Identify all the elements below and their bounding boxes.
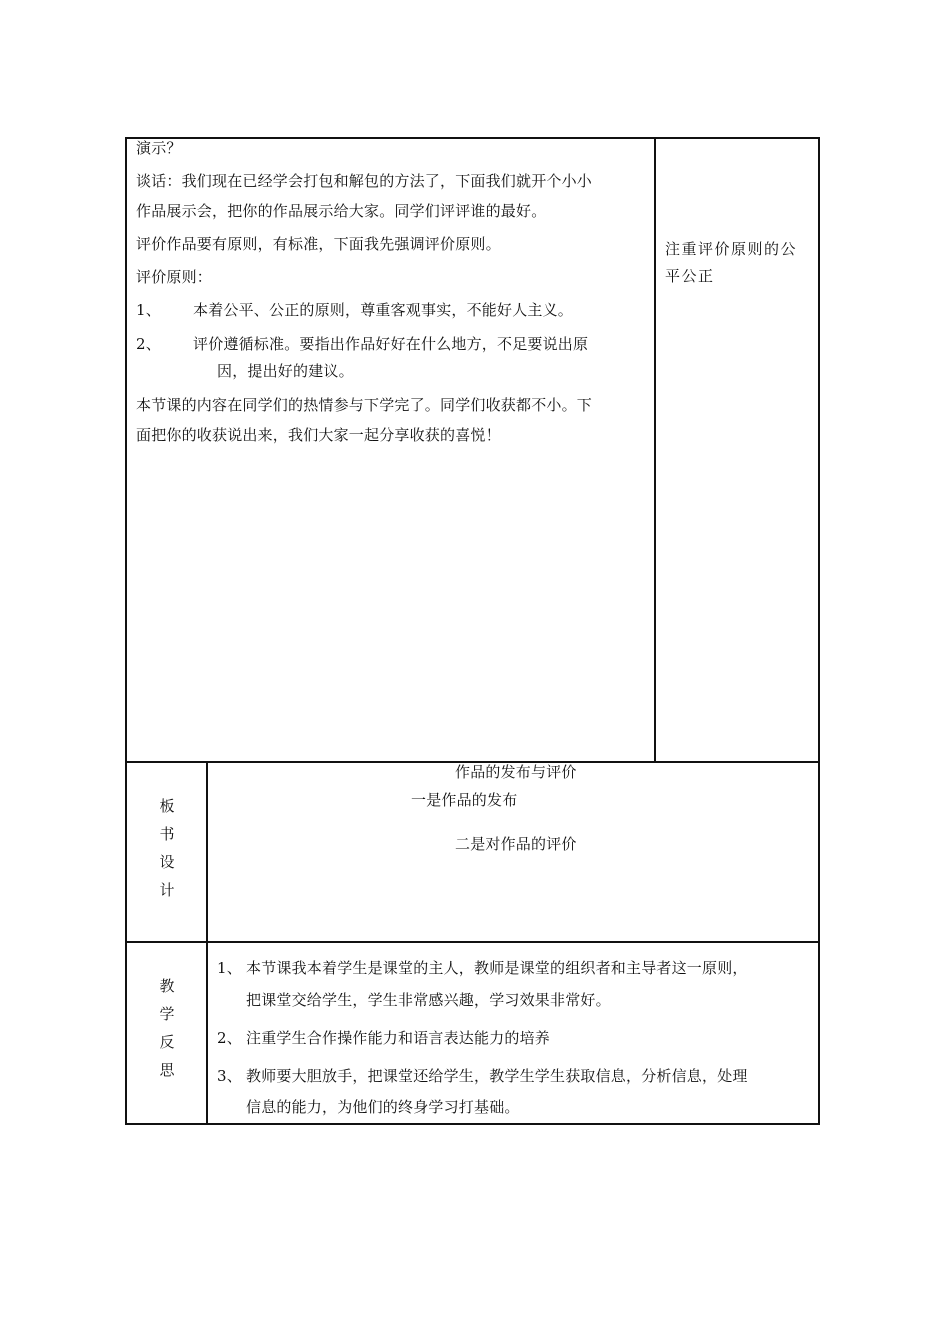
- principle-text: 本着公平、公正的原则，尊重客观事实，不能好人主义。: [193, 301, 574, 319]
- reflection-text: 教师要大胆放手，把课堂还给学生，教学生学生获取信息，分析信息，处理: [246, 1067, 748, 1085]
- content-line: 面把你的收获说出来，我们大家一起分享收获的喜悦！: [136, 426, 501, 444]
- reflection-number: 3、: [217, 1067, 242, 1085]
- reflection-text: 信息的能力，为他们的终身学习打基础。: [246, 1098, 520, 1116]
- reflection-text: 本节课我本着学生是课堂的主人，教师是课堂的组织者和主导者这一原则，: [246, 959, 748, 977]
- reflection-number: 2、: [217, 1029, 242, 1047]
- reflection-text: 把课堂交给学生，学生非常感兴趣，学习效果非常好。: [246, 991, 611, 1009]
- board-point: 二是对作品的评价: [455, 835, 577, 853]
- reflection-number: 1、: [217, 959, 242, 977]
- principle-number: 2、: [136, 335, 161, 353]
- principle-text: 因，提出好的建议。: [217, 362, 354, 380]
- principle-number: 1、: [136, 301, 161, 319]
- content-line: 评价作品要有原则，有标准，下面我先强调评价原则。: [136, 235, 501, 253]
- principle-text: 评价遵循标准。要指出作品好好在什么地方，不足要说出原: [193, 335, 589, 353]
- board-point: 一是作品的发布: [411, 791, 518, 809]
- note-line: 注重评价原则的公: [665, 240, 798, 258]
- document-page: 演示？ 谈话：我们现在已经学会打包和解包的方法了，下面我们就开个小小 作品展示会，把你的作品展示给大家。同学们评评谁的最好。 评价作品要有原则，有标准，下面我先强调评价原则。 评价原则： 1、 本着公平、公正的原则，尊重客观事实，不能好人主义。 2、 评价遵循标准。要指出作品好好在什么地方，不足要说出原 因，提出好的建议。 本节课的内容在同学们的热情参与下学完了。同学们收获都不小。下 面把你的收获说出来，我们大家一起分享收获的喜悦！ 注重评价原则的公 平公正 板 书 设 计 作品的发布与评价 一是作品的发布 二是对作品的评价 教 学 反 思 1、 本节课我本着学生是课堂的主人，教师是课堂的组织者和主导者这一原则， 把课堂交给学生，学生非常感兴趣，学习效果非常好。 2、 注重学生合作操作能力和语言表达能力的培养 3、 教师要大胆放手，把课堂还给学生，教学生学生获取信息，分析信息，处理 信息的能力，为他们的终身学习打基础。: [0, 0, 950, 1344]
- content-line: 本节课的内容在同学们的热情参与下学完了。同学们收获都不小。下: [136, 396, 593, 414]
- row-separator-2: [125, 941, 820, 943]
- content-line: 作品展示会，把你的作品展示给大家。同学们评评谁的最好。: [136, 202, 547, 220]
- label-column-divider: [206, 761, 208, 1125]
- note-line: 平公正: [665, 267, 715, 285]
- content-line: 评价原则：: [136, 268, 213, 286]
- content-line: 演示？: [136, 139, 182, 157]
- content-line: 谈话：我们现在已经学会打包和解包的方法了，下面我们就开个小小: [136, 172, 593, 190]
- board-title: 作品的发布与评价: [455, 763, 577, 781]
- main-row-column-divider: [654, 137, 656, 762]
- reflection-text: 注重学生合作操作能力和语言表达能力的培养: [246, 1029, 551, 1047]
